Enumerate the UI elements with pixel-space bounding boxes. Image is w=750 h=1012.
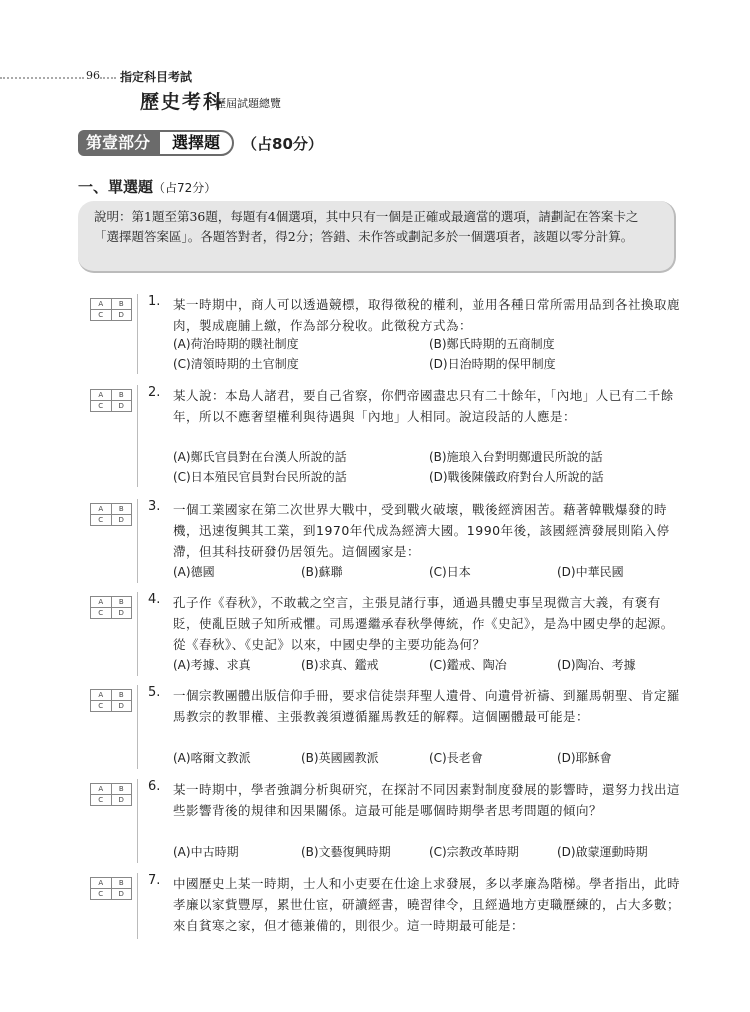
question-text: 一個工業國家在第二次世界大戰中，受到戰火破壞，戰後經濟困苦。藉著韓戰爆發的時機，迅速復興其工業，到1970年代成為經濟大國。1990年後，該國經濟發展則陷入停滯，但其科技研發仍居領先。這個國家是： <box>173 502 670 559</box>
question-2 <box>90 385 690 485</box>
answer-box: A B C D <box>90 503 132 526</box>
question-text: 孔子作《春秋》，不敢載之空言，主張見諸行事，通過具體史事呈現微言大義，有褒有貶，使亂臣賊子知所戒懼。司馬遷繼承春秋學傳統，作《史記》，是為中國史學的起源。從《春秋》、《史記》以來，中國史學的主要功能為何？ <box>173 595 674 652</box>
part-heading <box>78 130 323 156</box>
header-dotted-rule-short <box>100 77 116 79</box>
option-a: (A)中古時期 <box>173 845 239 859</box>
book-subtitle: 歷屆試題總覽 <box>215 97 281 110</box>
option-c: (C)鑑戒、陶冶 <box>429 658 507 672</box>
option-b: (B)英國國教派 <box>301 751 379 765</box>
question-rule <box>137 592 138 676</box>
option-a: (A)德國 <box>173 565 215 579</box>
options <box>173 655 685 675</box>
series-title: 指定科目考試 <box>120 70 193 84</box>
part-score: （占80分） <box>242 134 323 153</box>
question-number: 4. <box>148 592 161 607</box>
option-c: (C)日本殖民官員對台民所說的話 <box>173 470 347 484</box>
part-type-label: 選擇題 <box>158 130 234 156</box>
answer-box: A B C D <box>90 298 132 321</box>
option-b: (B)施琅入台對明鄭遺民所說的話 <box>429 450 603 464</box>
answer-box: A B C D <box>90 877 132 900</box>
question-text: 中國歷史上某一時期，士人和小吏要在仕途上求發展，多以孝廉為階梯。學者指出，此時孝廉以家貲豐厚，累世仕宦，研讀經書，曉習律令，且經過地方吏職歷練的，占大多數；來自貧寒之家，但才德兼備的，則很少。這一時期最可能是： <box>173 876 681 933</box>
section-score: （占72分） <box>153 181 217 195</box>
question-rule <box>137 499 138 583</box>
option-a: (A)荷治時期的贌社制度 <box>173 337 299 351</box>
options <box>173 334 685 374</box>
question-rule <box>137 685 138 769</box>
question-number: 7. <box>148 873 161 888</box>
option-a: (A)考據、求真 <box>173 658 251 672</box>
question-text: 某一時期中，商人可以透過競標，取得徵稅的權利，並用各種日常所需用品到各社換取鹿肉，製成鹿脯上繳，作為部分稅收。此徵稅方式為： <box>173 297 681 333</box>
option-b: (B)蘇聯 <box>301 565 343 579</box>
question-7 <box>90 873 690 939</box>
option-d: (D)啟蒙運動時期 <box>557 845 648 859</box>
option-a: (A)鄭氏官員對在台漢人所說的話 <box>173 450 347 464</box>
instructions-text: 說明：第1題至第36題，每題有4個選項，其中只有一個是正確或最適當的選項，請劃記在答案卡之「選擇題答案區」。各題答對者，得2分；答錯、未作答或劃記多於一個選項者，該題以零分計算。 <box>94 209 639 244</box>
question-rule <box>137 385 138 487</box>
question-number: 1. <box>148 294 161 309</box>
question-3 <box>90 499 690 581</box>
options <box>173 447 685 487</box>
option-b: (B)鄭氏時期的五商制度 <box>429 337 555 351</box>
options <box>173 842 685 862</box>
answer-box: A B C D <box>90 389 132 412</box>
question-number: 5. <box>148 685 161 700</box>
option-d: (D)耶穌會 <box>557 751 612 765</box>
option-d: (D)戰後陳儀政府對台人所說的話 <box>429 470 604 484</box>
question-number: 6. <box>148 779 161 794</box>
instructions-box <box>78 201 676 273</box>
question-text: 某人說：本島人諸君，要自己省察，你們帝國盡忠只有二十餘年，「內地」人已有二千餘年，所以不應奢望權利與待遇與「內地」人相同。說這段話的人應是： <box>173 388 674 424</box>
question-text: 一個宗教團體出版信仰手冊，要求信徒崇拜聖人遺骨、向遺骨祈禱、到羅馬朝聖、肯定羅馬教宗的教罪權、主張教義須遵循羅馬教廷的解釋。這個團體最可能是： <box>173 688 681 724</box>
question-1 <box>90 294 690 372</box>
question-rule <box>137 873 138 939</box>
section-title: 一、單選題 <box>78 178 154 196</box>
option-c: (C)日本 <box>429 565 471 579</box>
question-5 <box>90 685 690 767</box>
question-number: 2. <box>148 385 161 400</box>
page-number: 96 <box>86 69 100 82</box>
options <box>173 562 685 582</box>
option-c: (C)清領時期的土官制度 <box>173 357 299 371</box>
option-b: (B)求真、鑑戒 <box>301 658 379 672</box>
options <box>173 748 685 768</box>
answer-box: A B C D <box>90 596 132 619</box>
section-heading <box>78 176 216 197</box>
answer-box: A B C D <box>90 783 132 806</box>
question-4 <box>90 592 690 674</box>
header-dotted-rule <box>0 77 84 79</box>
option-d: (D)日治時期的保甲制度 <box>429 357 556 371</box>
option-a: (A)喀爾文教派 <box>173 751 251 765</box>
book-title: 歷史考科 <box>140 91 225 113</box>
option-d: (D)中華民國 <box>557 565 624 579</box>
question-number: 3. <box>148 499 161 514</box>
part-label: 第壹部分 <box>78 130 158 156</box>
option-c: (C)長老會 <box>429 751 483 765</box>
question-text: 某一時期中，學者強調分析與研究，在探討不同因素對制度發展的影響時，還努力找出這些影響背後的規律和因果關係。這最可能是哪個時期學者思考問題的傾向？ <box>173 782 681 818</box>
option-b: (B)文藝復興時期 <box>301 845 391 859</box>
question-rule <box>137 779 138 863</box>
option-c: (C)宗教改革時期 <box>429 845 519 859</box>
option-d: (D)陶冶、考據 <box>557 658 636 672</box>
question-6 <box>90 779 690 861</box>
question-rule <box>137 294 138 374</box>
answer-box: A B C D <box>90 689 132 712</box>
